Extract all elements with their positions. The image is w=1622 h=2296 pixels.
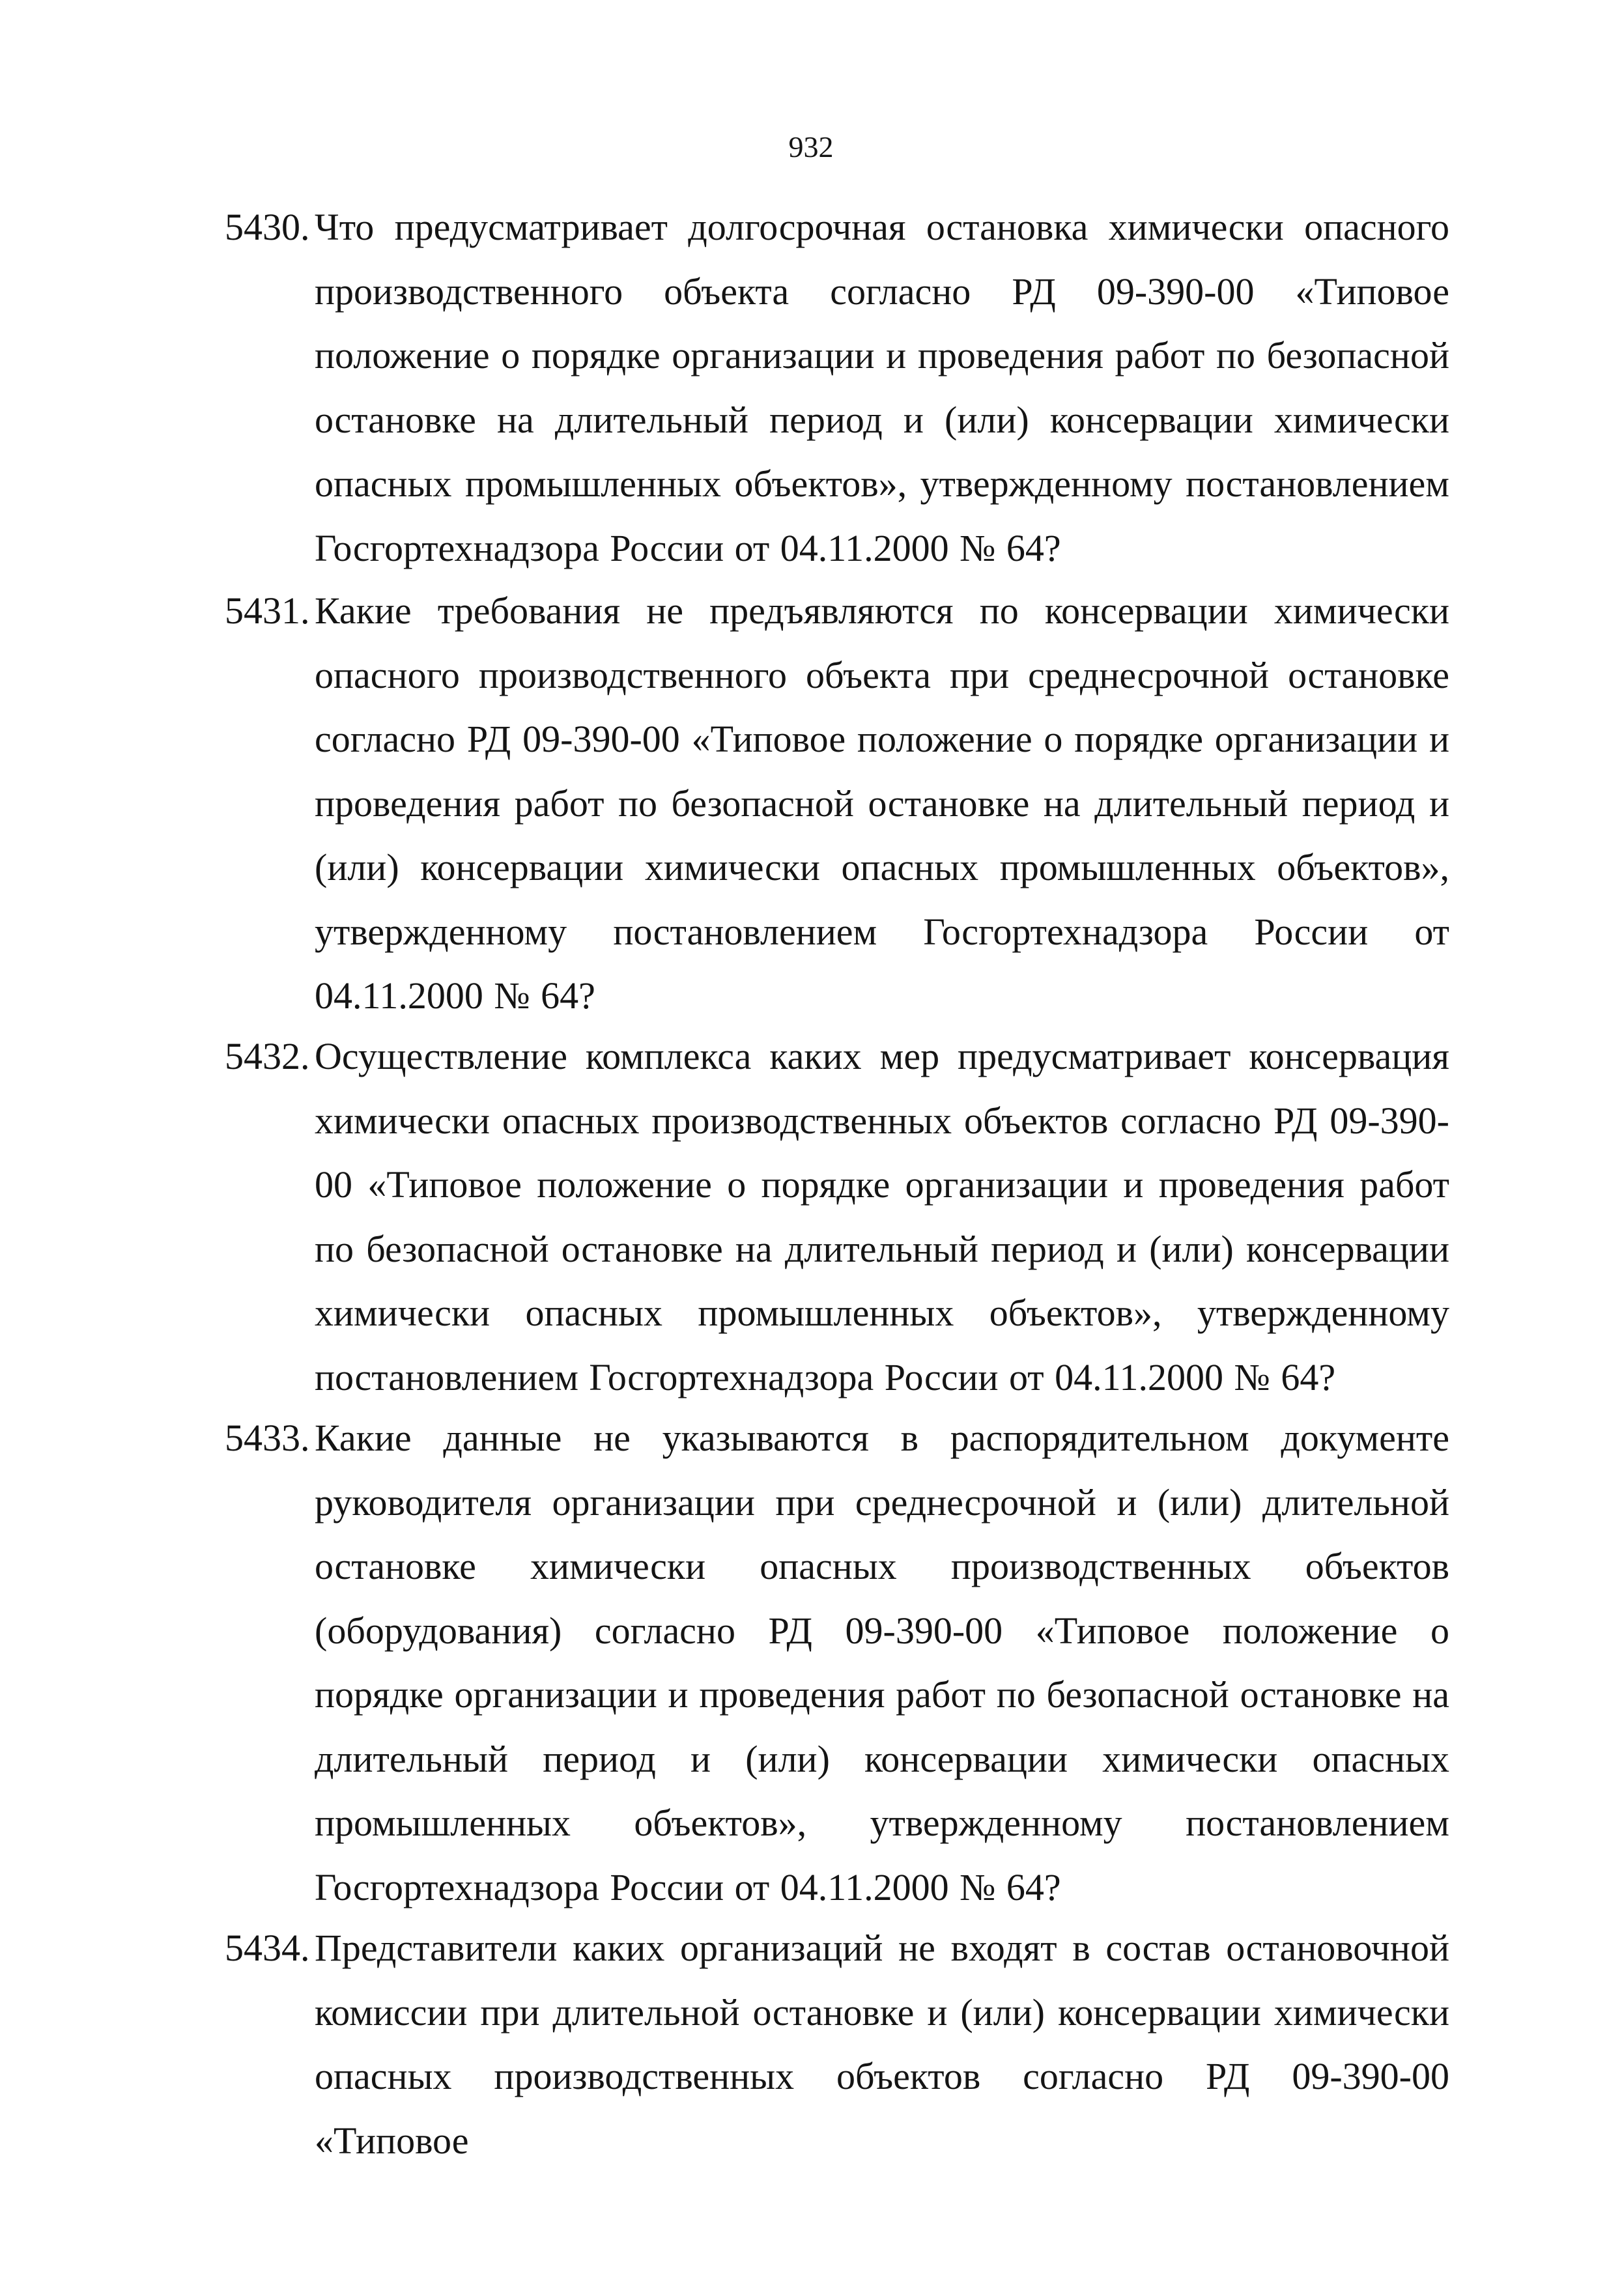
question-item bbox=[225, 1025, 1449, 1410]
question-item bbox=[225, 1916, 1449, 2173]
question-item bbox=[225, 1406, 1449, 1920]
question-number: 5430. bbox=[225, 206, 310, 248]
page-number: 932 bbox=[788, 130, 834, 163]
question-text: Представители каких организаций не входят в состав остановочной комиссии при длительной остановке и (или) консервации химически опасных производственных объектов согласно РД 09-390-00 «Типовое bbox=[315, 1927, 1449, 2162]
question-item bbox=[225, 579, 1449, 1028]
question-text: Какие данные не указываются в распорядительном документе руководителя организации при среднесрочной и (или) длительной остановке химически опасных производственных объектов (оборудования) согласно РД 09-390-00 «Типовое положение о порядке организации и проведения работ по безопасной остановке на длительный период и (или) консервации химически опасных промышленных объектов», утвержденному постановлением Госгортехнадзора России от 04.11.2000 № 64? bbox=[315, 1417, 1449, 1908]
question-item bbox=[225, 195, 1449, 580]
question-text: Что предусматривает долгосрочная остановка химически опасного производственного объекта согласно РД 09-390-00 «Типовое положение о порядке организации и проведения работ по безопасной остановке на длительный период и (или) консервации химически опасных промышленных объектов», утвержденному постановлением Госгортехнадзора России от 04.11.2000 № 64? bbox=[315, 206, 1449, 569]
question-text: Какие требования не предъявляются по консервации химически опасного производственного объекта при среднесрочной остановке согласно РД 09-390-00 «Типовое положение о порядке организации и проведения работ по безопасной остановке на длительный период и (или) консервации химически опасных промышленных объектов», утвержденному постановлением Госгортехнадзора России от 04.11.2000 № 64? bbox=[315, 589, 1449, 1017]
question-text: Осуществление комплекса каких мер предусматривает консервация химически опасных производственных объектов согласно РД 09-390-00 «Типовое положение о порядке организации и проведения работ по безопасной остановке на длительный период и (или) консервации химически опасных промышленных объектов», утвержденному постановлением Госгортехнадзора России от 04.11.2000 № 64? bbox=[315, 1035, 1449, 1398]
question-number: 5431. bbox=[225, 589, 310, 632]
question-number: 5432. bbox=[225, 1035, 310, 1077]
question-number: 5434. bbox=[225, 1927, 310, 1969]
question-number: 5433. bbox=[225, 1417, 310, 1459]
